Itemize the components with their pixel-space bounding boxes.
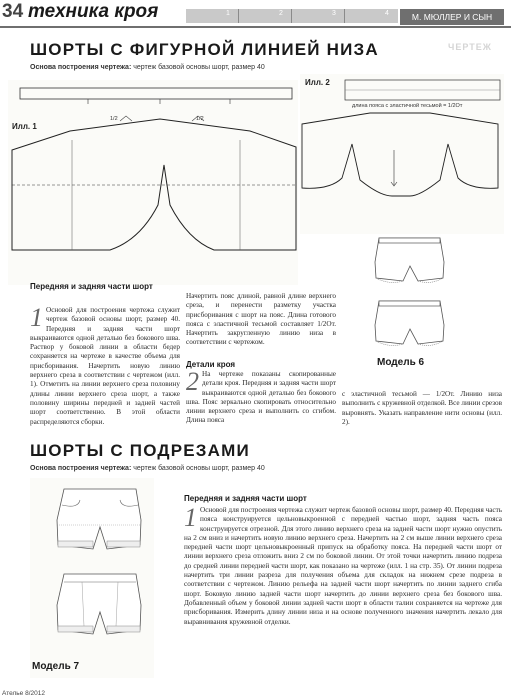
section2-heading: Передняя и задняя части шорт xyxy=(184,494,307,503)
ruler-mark: 1 xyxy=(226,10,230,17)
dropcap: 1 xyxy=(184,503,197,532)
ill1-label: Илл. 1 xyxy=(12,122,37,131)
col2-heading: Детали кроя xyxy=(186,360,236,369)
ill2-label: Илл. 2 xyxy=(305,78,330,87)
ruler-mark: 4 xyxy=(385,10,389,17)
col2-text2: 2 На чертеже показаны скопированные детали кроя. Передняя и задняя части шорт выкраиваются одной деталью без бокового шва. Пояс зеркально скопировать относительно линии верхнего среза и выполнить со сгибом. Длина пояса xyxy=(186,367,336,425)
dropcap: 1 xyxy=(30,303,43,332)
col2-text1: Начертить пояс длиной, равной длине верхнего среза, и перенести разметку участка присборивания с шорт на пояс. Длина готового пояса с эластичной тесьмой составляет 1/2От. Начертить закругленную линию низа в соответствии с чертежом. xyxy=(186,292,336,347)
page-number: 34 xyxy=(2,1,24,22)
section1-title: ШОРТЫ С ФИГУРНОЙ ЛИНИЕЙ НИЗА xyxy=(30,40,379,59)
section2-text: 1 Основой для построения чертежа служит чертеж базовой основы шорт, размер 40. Передняя часть пояса конструируется цельновыкроенной с передней частью шорт, задняя часть пояса конструируется отрезной. Для этого линию верхнего среза на задней части шорт нужно опустить на 2 см вниз и начертить новую линию верхнего среза. Начертить на 2 см выше линии верхнего среза передней части шорт цельновыкроенный припуск на обработку пояса. На передней части шорт от линии верхнего среза отложить вниз 2 см по боковой линии. От этой точки начертить линию подреза до средней линии передней части шорт, как показано на чертеже (илл. 1 на стр. 35). От линии подреза начертить три линии разреза для получения объема для складок на нижнем срезе подреза в соответствии с чертежом. Линию рельефа на задней части шорт начертить по линии заднего сгиба шорт. Боковую линию задней части шорт начертить до линии верхнего среза без бокового шва. Добавленный объем у боковой линии задней части шорт в области талии сохраняется на чертеже для присборивания. Измерить длину линии низа и на основе полученного значения начертить лекало для выравнивания кружевной отделки. xyxy=(184,503,502,626)
ruler-mark: 2 xyxy=(279,10,283,17)
section-title: техника кроя xyxy=(28,1,159,22)
col3-text: с эластичной тесьмой — 1/2От. Линию низа выполнить с кружевной отделкой. Все линии срезов выровнять. Указать направление нити основы (илл. 2). xyxy=(342,390,502,426)
ruler-mark: 3 xyxy=(332,10,336,17)
ill2-caption: длина пояса с эластичной тесьмой = 1/2От xyxy=(352,103,463,109)
model7-label: Модель 7 xyxy=(32,661,80,672)
brand-badge: М. МЮЛЛЕР И СЫН xyxy=(400,9,504,25)
ghost-text: ЧЕРТЕЖ xyxy=(448,42,492,52)
section2-subtitle: Основа построения чертежа: чертеж базовой основы шорт, размер 40 xyxy=(30,465,265,472)
dropcap: 2 xyxy=(186,367,199,396)
footer: Ателье 8/2012 xyxy=(2,690,45,697)
ill1-mark: 1/2 xyxy=(196,116,204,122)
section2-title: ШОРТЫ С ПОДРЕЗАМИ xyxy=(30,441,250,460)
ill1-mark: 1/2 xyxy=(110,116,118,122)
section1-subtitle: Основа построения чертежа: чертеж базовой основы шорт, размер 40 xyxy=(30,64,265,71)
model6-label: Модель 6 xyxy=(377,357,425,368)
col1-text: 1 Основой для построения чертежа служит чертеж базовой основы шорт, размер 40. Передняя и задняя части шорт выкраиваются одной деталью без бокового шва. Раствор у боковой линии в области бедер сохраняется на чертеже в качестве объема для присборивания. Начертить новую линию верхнего среза в соответствии с чертежом (илл. 1). Отметить на линии верхнего среза половину длины линии верхнего среза шорт, а также половину ширины передней и задней частей шорт соответственно. В этой области распределяются сборки. xyxy=(30,303,180,426)
col1-heading: Передняя и задняя части шорт xyxy=(30,282,153,291)
